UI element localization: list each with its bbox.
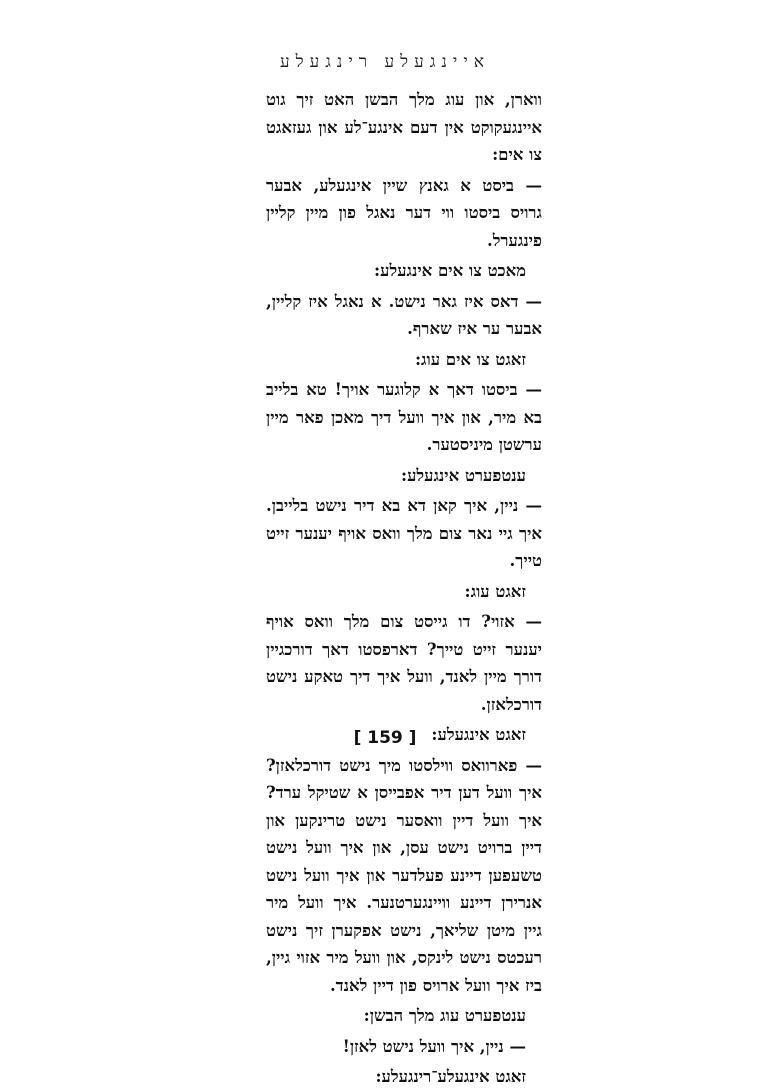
paragraph: — ניין, איך קאן דא בא דיר נישט בלייבן. איך גיי נאר צום מלך וואס אויף יענער זייט טייך. — [266, 496, 542, 570]
paragraph: — דאס איז גאר נישט. א נאגל איז קליין, אבער ער איז שארף. — [266, 291, 542, 338]
body-text — [266, 86, 542, 1091]
paragraph: זאגט צו אים עוג: — [414, 349, 526, 369]
paragraph: מאכט צו אים אינגעלע: — [374, 261, 526, 280]
paragraph: — ניין, איך וועל נישט לאזן! — [342, 1036, 526, 1056]
paragraph: ענטפערט עוג מלך הבשן: — [363, 1006, 526, 1025]
paragraph: זאגט אינגעלע־רינגעלע: — [375, 1067, 526, 1086]
paragraph: — ביסט א גאנץ שיין אינגעלע, אבער גרויס ביסטו ווי דער נאגל פון מיין קליין פינגערל. — [266, 175, 542, 250]
paragraph: זאגט אינגעלע: — [431, 725, 526, 744]
paragraph: — פארוואס ווילסטו מיך נישט דורכלאזן? איך וועל דען דיר אפבייסן א שטיקל ערד? איך וועל דיין וואסער נישט טרינקען און דיין ברויט נישט עסן, און איך וועל נישט טשעפען דיינע פעלדער און איך וועל נישט אנרירן דיינע וויינגערטנער. איך וועל מיר גיין מיטן שליאך, נישט אפקערן זיך נישט רעכטס נישט לינקס, און וועל מיר אזוי גיין, ביז איך וועל ארויס פון דיין לאנד. — [266, 755, 542, 995]
paragraph: — אזוי? דו גייסט צום מלך וואס אויף יענער זייט טייך? דארפסטו דאך דורכגיין דורך מיין לאנד, וועל איך דיך טאקע נישט דורכלאזן. — [266, 612, 542, 714]
running-head: איינגעלע רינגעלע — [280, 52, 490, 72]
paragraph: — ביסטו דאך א קלוגער אויך! טא בלייב בא מיר, און איך וועל דיך מאכן פאר מיין ערשטן מיניסטער. — [266, 380, 542, 454]
paragraph: ענטפערט אינגעלע: — [400, 465, 526, 485]
paragraph: ווארן, און עוג מלך הבשן האט זיך גוט איינגעקוקט אין דעם אינגע־לע און געזאגט צו אים: — [266, 90, 542, 164]
paragraph: זאגט עוג: — [464, 581, 526, 601]
page-number: [ 159 ] — [353, 728, 417, 748]
